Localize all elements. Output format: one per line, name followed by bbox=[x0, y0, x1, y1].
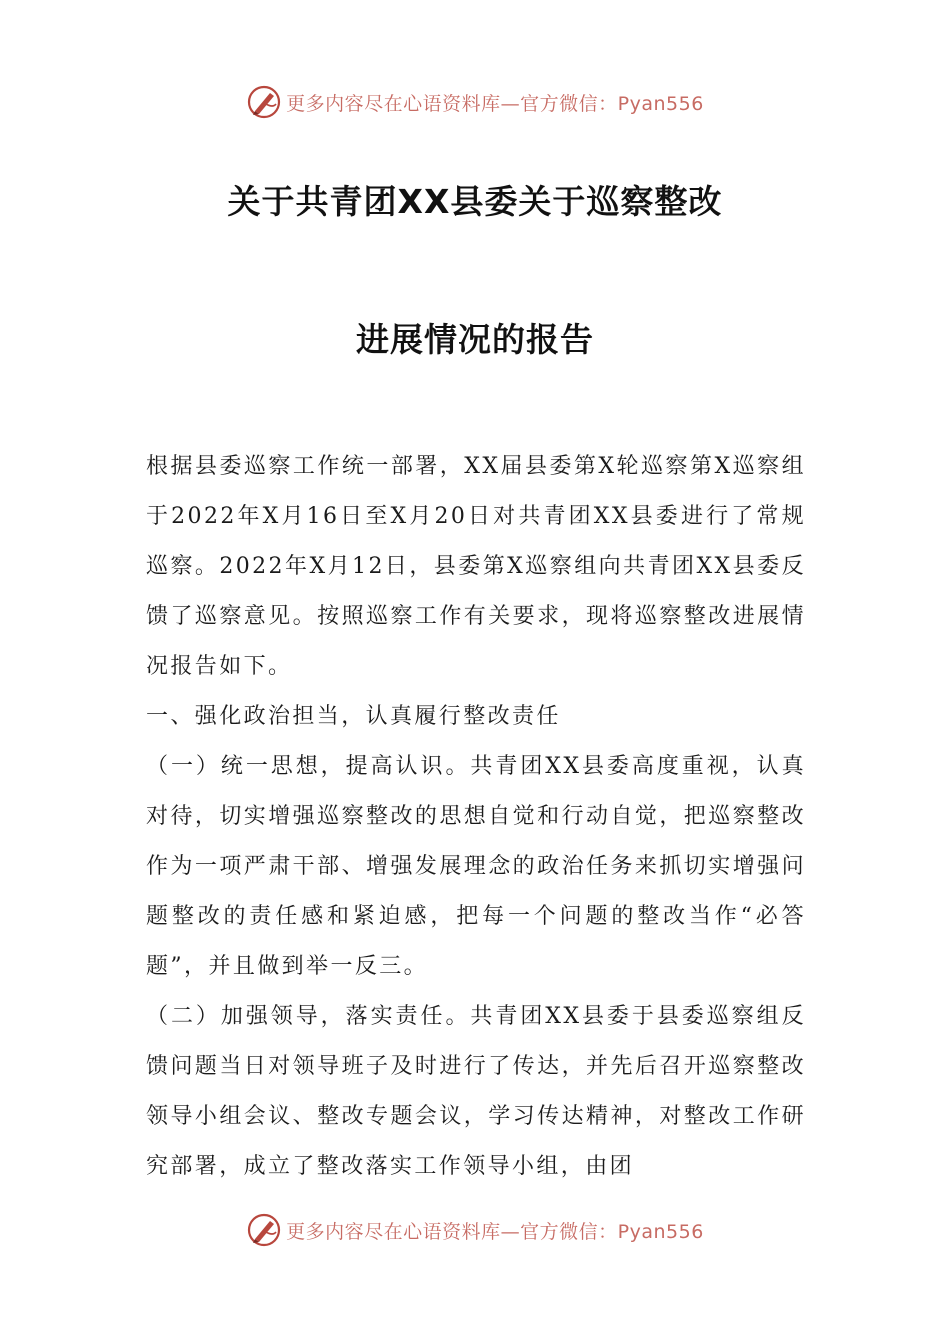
document-title-line-2: 进展情况的报告 bbox=[356, 320, 594, 359]
header-watermark bbox=[0, 82, 950, 122]
pen-logo-icon bbox=[246, 84, 282, 120]
watermark-handle: Pyan556 bbox=[617, 92, 704, 115]
watermark-handle: Pyan556 bbox=[617, 1220, 704, 1243]
paragraph-1-2: （二）加强领导，落实责任。共青团XX县委于县委巡察组反馈问题当日对领导班子及时进行了传达，并先后召开巡察整改领导小组会议、整改专题会议，学习传达精神，对整改工作研究部署，成立了整改落实工作领导小组，由团 bbox=[146, 1004, 806, 1179]
pen-logo-icon bbox=[246, 1212, 282, 1248]
document-title-line-1: 关于共青团XX县委关于巡察整改 bbox=[227, 182, 723, 221]
footer-watermark bbox=[0, 1210, 950, 1250]
document-body bbox=[146, 442, 806, 1192]
paragraph-intro: 根据县委巡察工作统一部署，XX届县委第X轮巡察第X巡察组于2022年X月16日至X月20日对共青团XX县委进行了常规巡察。2022年X月12日，县委第X巡察组向共青团XX县委反馈了巡察意见。按照巡察工作有关要求，现将巡察整改进展情况报告如下。 bbox=[146, 454, 806, 679]
paragraph-1-1: （一）统一思想，提高认识。共青团XX县委高度重视，认真对待，切实增强巡察整改的思想自觉和行动自觉，把巡察整改作为一项严肃干部、增强发展理念的政治任务来抓切实增强问题整改的责任感和紧迫感，把每一个问题的整改当作“必答题”，并且做到举一反三。 bbox=[146, 754, 806, 979]
section-heading-1: 一、强化政治担当，认真履行整改责任 bbox=[146, 704, 561, 729]
watermark-brand-text: 更多内容尽在心语资料库—官方微信： bbox=[286, 92, 618, 115]
watermark-brand-text: 更多内容尽在心语资料库—官方微信： bbox=[286, 1220, 618, 1243]
